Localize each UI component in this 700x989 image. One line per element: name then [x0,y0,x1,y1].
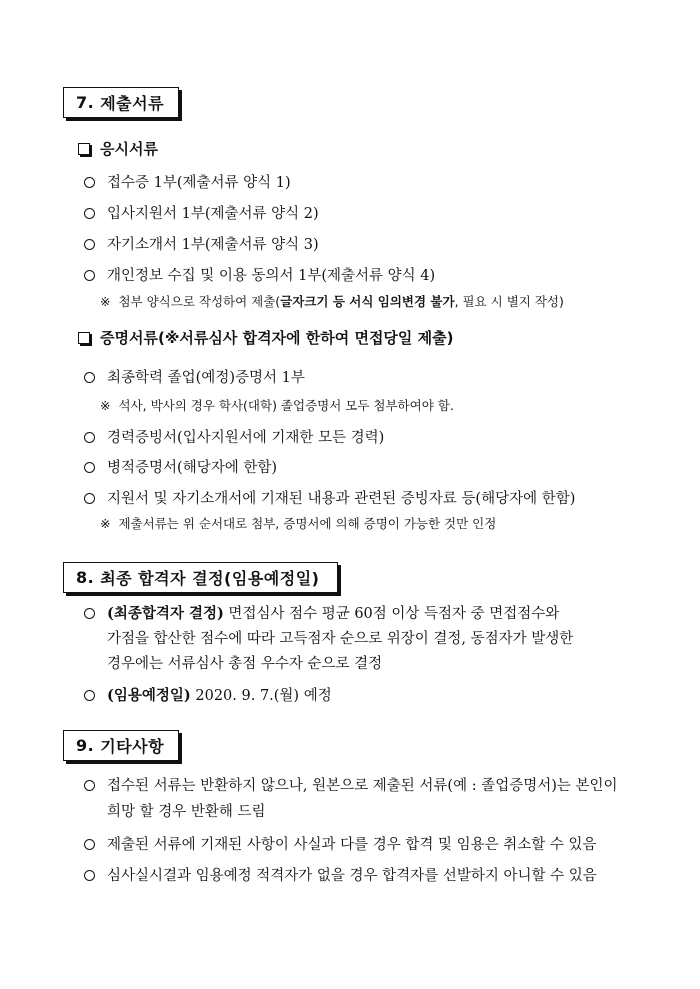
list-item: 개인정보 수집 및 이용 동의서 1부(제출서류 양식 4) [84,263,435,289]
list-item-appointment-date: (임용예정일) 2020. 9. 7.(월) 예정 [84,683,332,709]
subsection-certificate-docs [78,327,453,348]
list-item: 최종학력 졸업(예정)증명서 1부 [84,365,305,391]
list-item: 심사실시결과 임용예정 적격자가 없을 경우 합격자를 선발하지 아니할 수 있음 [84,863,597,889]
circle-bullet-icon [84,462,95,473]
circle-bullet-icon [84,608,95,619]
section-9-header [63,730,179,761]
circle-bullet-icon [84,870,95,881]
note-document-order: ※ 제출서류는 위 순서대로 첨부, 증명서에 의해 증명이 가능한 것만 인정 [100,516,497,531]
section-7-number: 7. [76,93,95,112]
circle-bullet-icon [84,432,95,443]
section-8-header [63,562,338,593]
circle-bullet-icon [84,270,95,281]
section-7-title: 제출서류 [100,94,165,113]
list-item: 접수된 서류는 반환하지 않으나, 원본으로 제출된 서류(예 : 졸업증명서)는 본인이 [84,773,618,799]
circle-bullet-icon [84,780,95,791]
square-bullet-icon [78,143,90,155]
section-7-header [63,87,179,118]
list-item: 자기소개서 1부(제출서류 양식 3) [84,232,319,258]
section-9-number: 9. [76,736,95,755]
section-8-number: 8. [76,568,95,587]
section-9-title: 기타사항 [100,737,165,756]
square-bullet-icon [78,332,90,344]
circle-bullet-icon [84,839,95,850]
subsection-application-docs [78,138,158,159]
list-item-continuation: 희망 할 경우 반환해 드림 [107,804,266,820]
circle-bullet-icon [84,690,95,701]
circle-bullet-icon [84,208,95,219]
list-item: 접수증 1부(제출서류 양식 1) [84,170,291,196]
subsection-application-docs-title: 응시서류 [100,140,158,158]
note-attachment-format: ※ 첨부 양식으로 작성하여 제출(글자크기 등 서식 임의변경 불가, 필요 시 별지 작성) [100,294,564,309]
list-item-continuation: 가점을 합산한 점수에 따라 고득점자 순으로 위장이 결정, 동점자가 발생한 [107,631,574,647]
circle-bullet-icon [84,372,95,383]
circle-bullet-icon [84,239,95,250]
circle-bullet-icon [84,177,95,188]
list-item-continuation: 경우에는 서류심사 총점 우수자 순으로 결정 [107,656,383,672]
section-8-title: 최종 합격자 결정(임용예정일) [100,569,320,588]
note-degree-certificate: ※ 석사, 박사의 경우 학사(대학) 졸업증명서 모두 첨부하여야 함. [100,398,454,413]
circle-bullet-icon [84,493,95,504]
list-item: 병적증명서(해당자에 한함) [84,455,277,481]
list-item: 경력증빙서(입사지원서에 기재한 모든 경력) [84,425,384,451]
subsection-certificate-docs-title: 증명서류(※서류심사 합격자에 한하여 면접당일 제출) [100,329,454,347]
list-item: 입사지원서 1부(제출서류 양식 2) [84,201,319,227]
list-item: 제출된 서류에 기재된 사항이 사실과 다를 경우 합격 및 임용은 취소할 수 있음 [84,832,597,858]
list-item-final-decision: (최종합격자 결정) 면접심사 점수 평균 60점 이상 득점자 중 면접점수와 [84,601,559,627]
list-item: 지원서 및 자기소개서에 기재된 내용과 관련된 증빙자료 등(해당자에 한함) [84,486,575,512]
